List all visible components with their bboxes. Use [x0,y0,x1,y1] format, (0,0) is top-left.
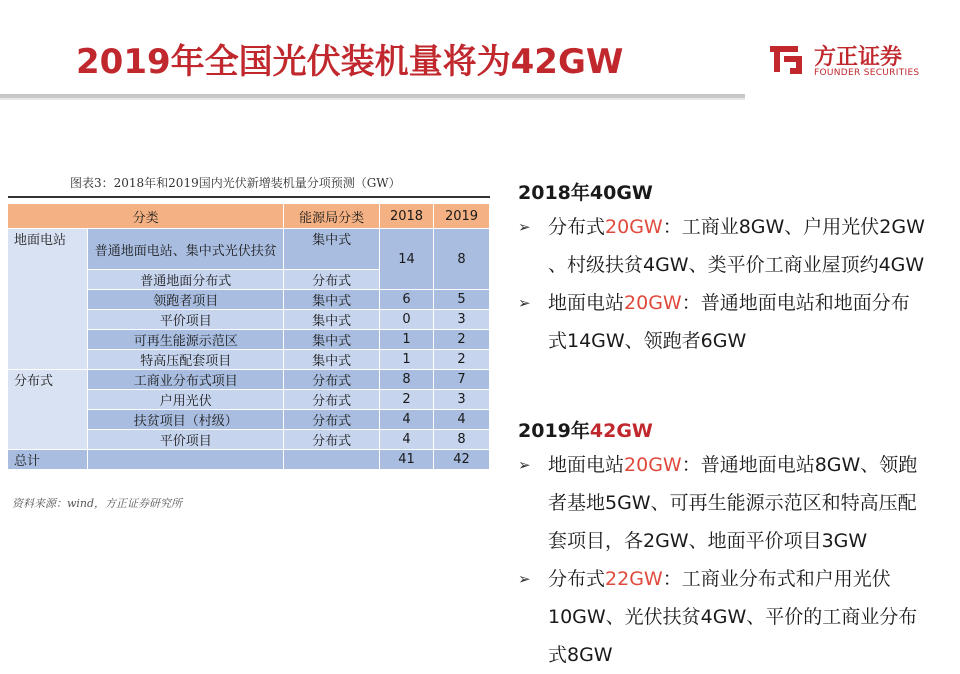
row-source: 集中式 [284,229,380,270]
row-item: 工商业分布式项目 [88,370,284,390]
row-source: 分布式 [284,390,380,410]
row-item: 扶贫项目（村级） [88,410,284,430]
row-source: 分布式 [284,270,380,290]
header-2019: 2019 [433,204,489,229]
bullet-line [548,208,925,246]
highlight-value: 20GW [605,216,663,238]
bullet-text: 地面电站 [548,292,625,314]
heading-2019-value: 42GW [589,420,653,442]
header-category: 分类 [8,204,284,229]
bullet-text: 套项目，各2GW、地面平价项目3GW [548,530,868,552]
heading-2018-value: 40GW [589,182,653,204]
founder-logo-icon [768,40,804,76]
highlight-value: 20GW [624,454,682,476]
total-label: 总计 [8,450,88,470]
row-item: 普通地面电站、集中式光伏扶贫 [88,229,284,270]
arrow-bullet-icon: ➢ [518,294,531,312]
highlight-value: 22GW [605,568,663,590]
row-item: 普通地面分布式 [88,270,284,290]
bullet-text: ：工商业8GW、户用光伏2GW [662,216,925,238]
bullet-text: ：普通地面电站8GW、领跑 [681,454,918,476]
bullet-text: 式8GW [548,644,613,666]
header-source: 能源局分类 [284,204,380,229]
row-source: 集中式 [284,350,380,370]
caption-rule [8,196,490,198]
header-2018: 2018 [380,204,434,229]
row-item: 领跑者项目 [88,290,284,310]
row-source: 集中式 [284,330,380,350]
heading-2019 [518,416,653,443]
total-2019: 42 [433,450,489,470]
row-item: 可再生能源示范区 [88,330,284,350]
row-source: 分布式 [284,410,380,430]
table-row [8,370,490,390]
figure-caption: 图表3：2018年和2019国内光伏新增装机量分项预测（GW） [70,176,401,190]
bullet-text: 式14GW、领跑者6GW [548,330,747,352]
arrow-bullet-icon: ➢ [518,570,531,588]
row-2018: 4 [380,430,434,450]
row-2018: 1 [380,330,434,350]
logo-text-cn: 方正证券 [814,45,903,70]
bullet-text: ：工商业分布式和户用光伏 [662,568,891,590]
row-2019: 8 [433,430,489,450]
group-distributed: 分布式 [8,370,88,450]
bullet-text: 分布式 [548,568,606,590]
row-2018: 2 [380,390,434,410]
bullet-text: 分布式 [548,216,606,238]
row-2018: 8 [380,370,434,390]
row-2018: 0 [380,310,434,330]
row-2018: 6 [380,290,434,310]
row-2019: 8 [433,229,489,290]
row-item: 特高压配套项目 [88,350,284,370]
total-2018: 41 [380,450,434,470]
title-divider-shadow [0,98,745,100]
arrow-bullet-icon: ➢ [518,456,531,474]
group-ground-station: 地面电站 [8,229,88,370]
row-2019: 3 [433,390,489,410]
bullet-line [548,284,910,322]
row-source: 集中式 [284,290,380,310]
heading-2019-year: 2019年 [518,420,590,442]
bullet-text: 10GW、光伏扶贫4GW、平价的工商业分布 [548,606,918,628]
bullet-line [548,322,746,360]
logo-text-en: FOUNDER SECURITIES [814,68,920,78]
row-2019: 7 [433,370,489,390]
bullet-line [548,560,891,598]
row-2019: 5 [433,290,489,310]
page-title: 2019年全国光伏装机量将为42GW [76,42,624,82]
row-source: 分布式 [284,370,380,390]
row-source: 集中式 [284,310,380,330]
row-2019: 3 [433,310,489,330]
row-item: 平价项目 [88,310,284,330]
bullet-line [548,598,917,636]
row-2018: 4 [380,410,434,430]
row-2019: 2 [433,350,489,370]
table-total-row [8,450,490,470]
bullet-line [548,246,924,284]
bullet-text: 者基地5GW、可再生能源示范区和特高压配 [548,492,917,514]
row-item: 平价项目 [88,430,284,450]
row-2018: 14 [380,229,434,290]
table-source-note: 资料来源：wind，方正证券研究所 [12,497,183,510]
bullet-text: 地面电站 [548,454,625,476]
bullet-text: ：普通地面电站和地面分布 [681,292,910,314]
arrow-bullet-icon: ➢ [518,218,531,236]
bullet-line [548,446,917,484]
forecast-table [8,204,490,470]
founder-securities-logo [768,38,948,82]
table-row [8,229,490,270]
row-source: 分布式 [284,430,380,450]
row-2019: 2 [433,330,489,350]
heading-2018-year: 2018年 [518,182,590,204]
row-2018: 1 [380,350,434,370]
bullet-text: 、村级扶贫4GW、类平价工商业屋顶约4GW [548,254,925,276]
table-header-row [8,204,490,229]
row-2019: 4 [433,410,489,430]
row-item: 户用光伏 [88,390,284,410]
bullet-line [548,484,917,522]
bullet-line [548,636,613,674]
highlight-value: 20GW [624,292,682,314]
heading-2018 [518,178,653,205]
bullet-line [548,522,867,560]
